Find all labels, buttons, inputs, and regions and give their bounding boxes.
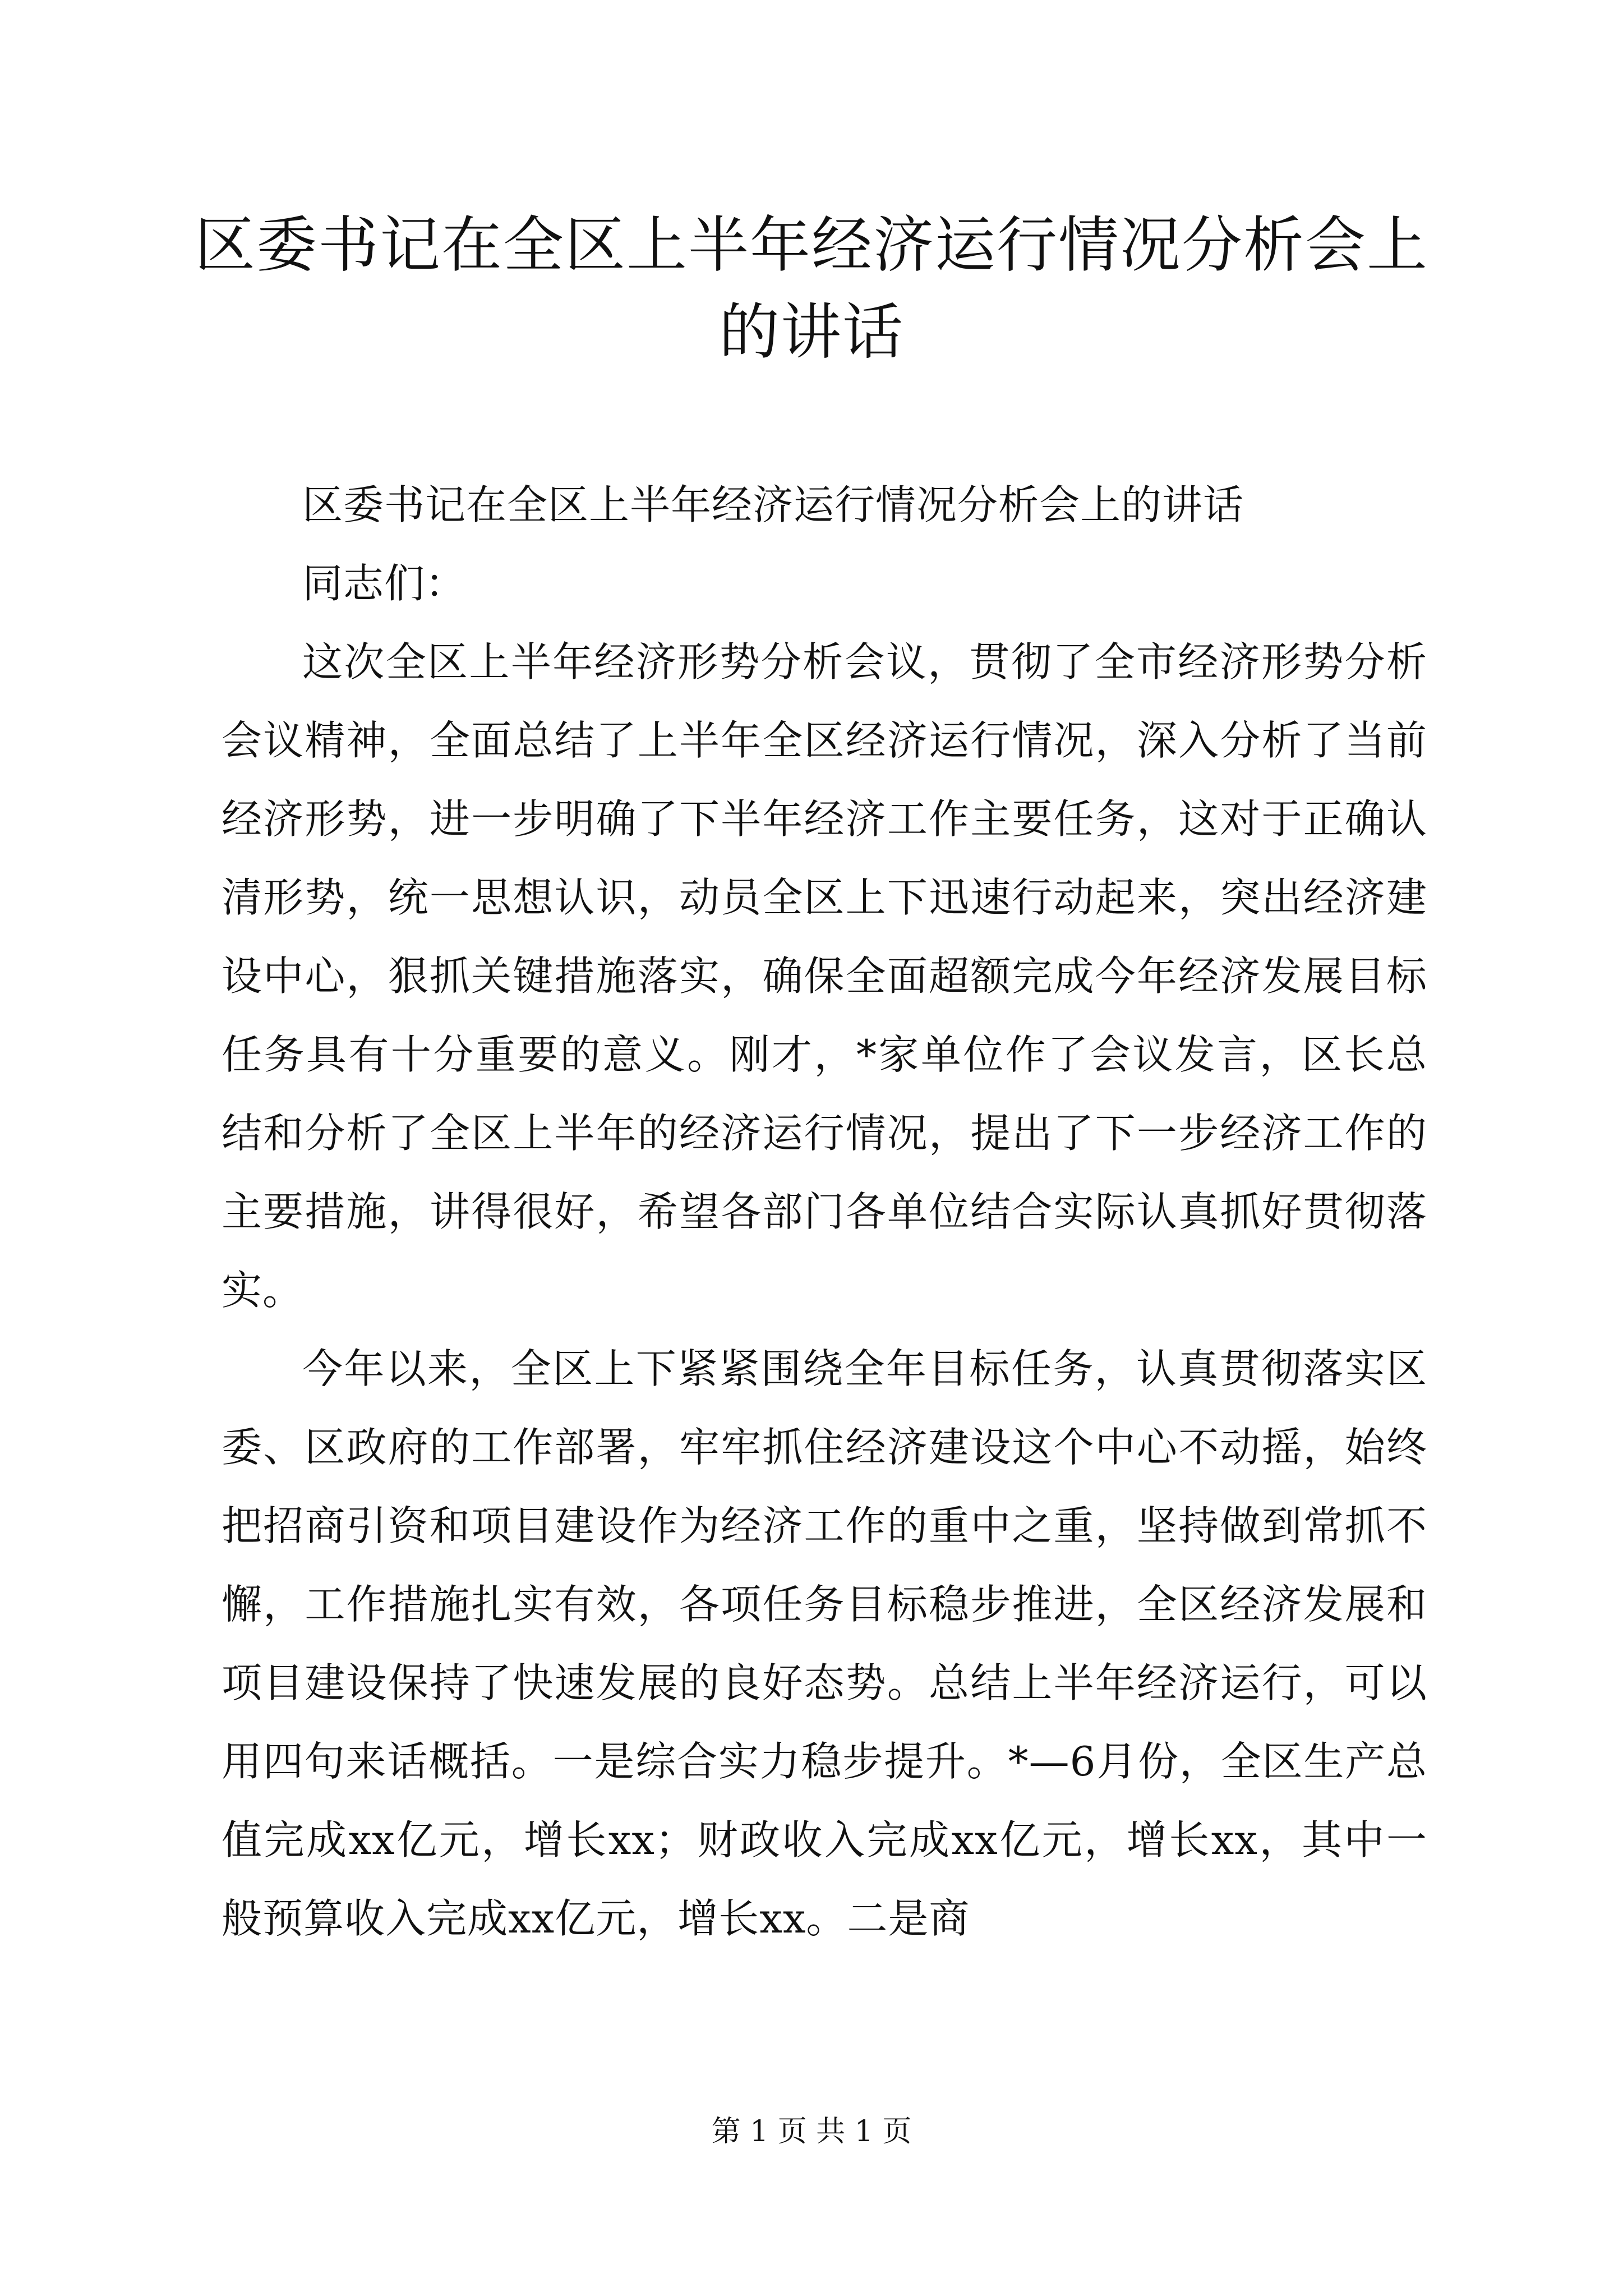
salutation-paragraph: 同志们： bbox=[302, 560, 467, 607]
page-footer: 第 1 页 共 1 页 bbox=[711, 2115, 912, 2148]
document-body bbox=[222, 466, 1427, 1958]
body-paragraph: 今年以来，全区上下紧紧围绕全年目标任务，认真贯彻落实区委、区政府的工作部署，牢牢抓住经济建设这个中心不动摇，始终把招商引资和项目建设作为经济工作的重中之重，坚持做到常抓不懈，工作措施扎实有效，各项任务目标稳步推进，全区经济发展和项目建设保持了快速发展的良好态势。总结上半年经济运行，可以用四句来话概括。一是综合实力稳步提升。*—6月份，全区生产总值完成xx亿元，增长xx；财政收入完成xx亿元，增长xx，其中一般预算收入完成xx亿元，增长xx。二是商 bbox=[222, 1345, 1427, 1942]
body-paragraph: 这次全区上半年经济形势分析会议，贯彻了全市经济形势分析会议精神，全面总结了上半年全区经济运行情况，深入分析了当前经济形势，进一步明确了下半年经济工作主要任务，这对于正确认清形势，统一思想认识，动员全区上下迅速行动起来，突出经济建设中心，狠抓关键措施落实，确保全面超额完成今年经济发展目标任务具有十分重要的意义。刚才，*家单位作了会议发言，区长总结和分析了全区上半年的经济运行情况，提出了下一步经济工作的主要措施，讲得很好，希望各部门各单位结合实际认真抓好贯彻落实。 bbox=[222, 638, 1427, 1314]
subtitle-paragraph: 区委书记在全区上半年经济运行情况分析会上的讲话 bbox=[302, 481, 1244, 528]
document-title: 区委书记在全区上半年经济运行情况分析会上的讲话 bbox=[194, 210, 1428, 367]
